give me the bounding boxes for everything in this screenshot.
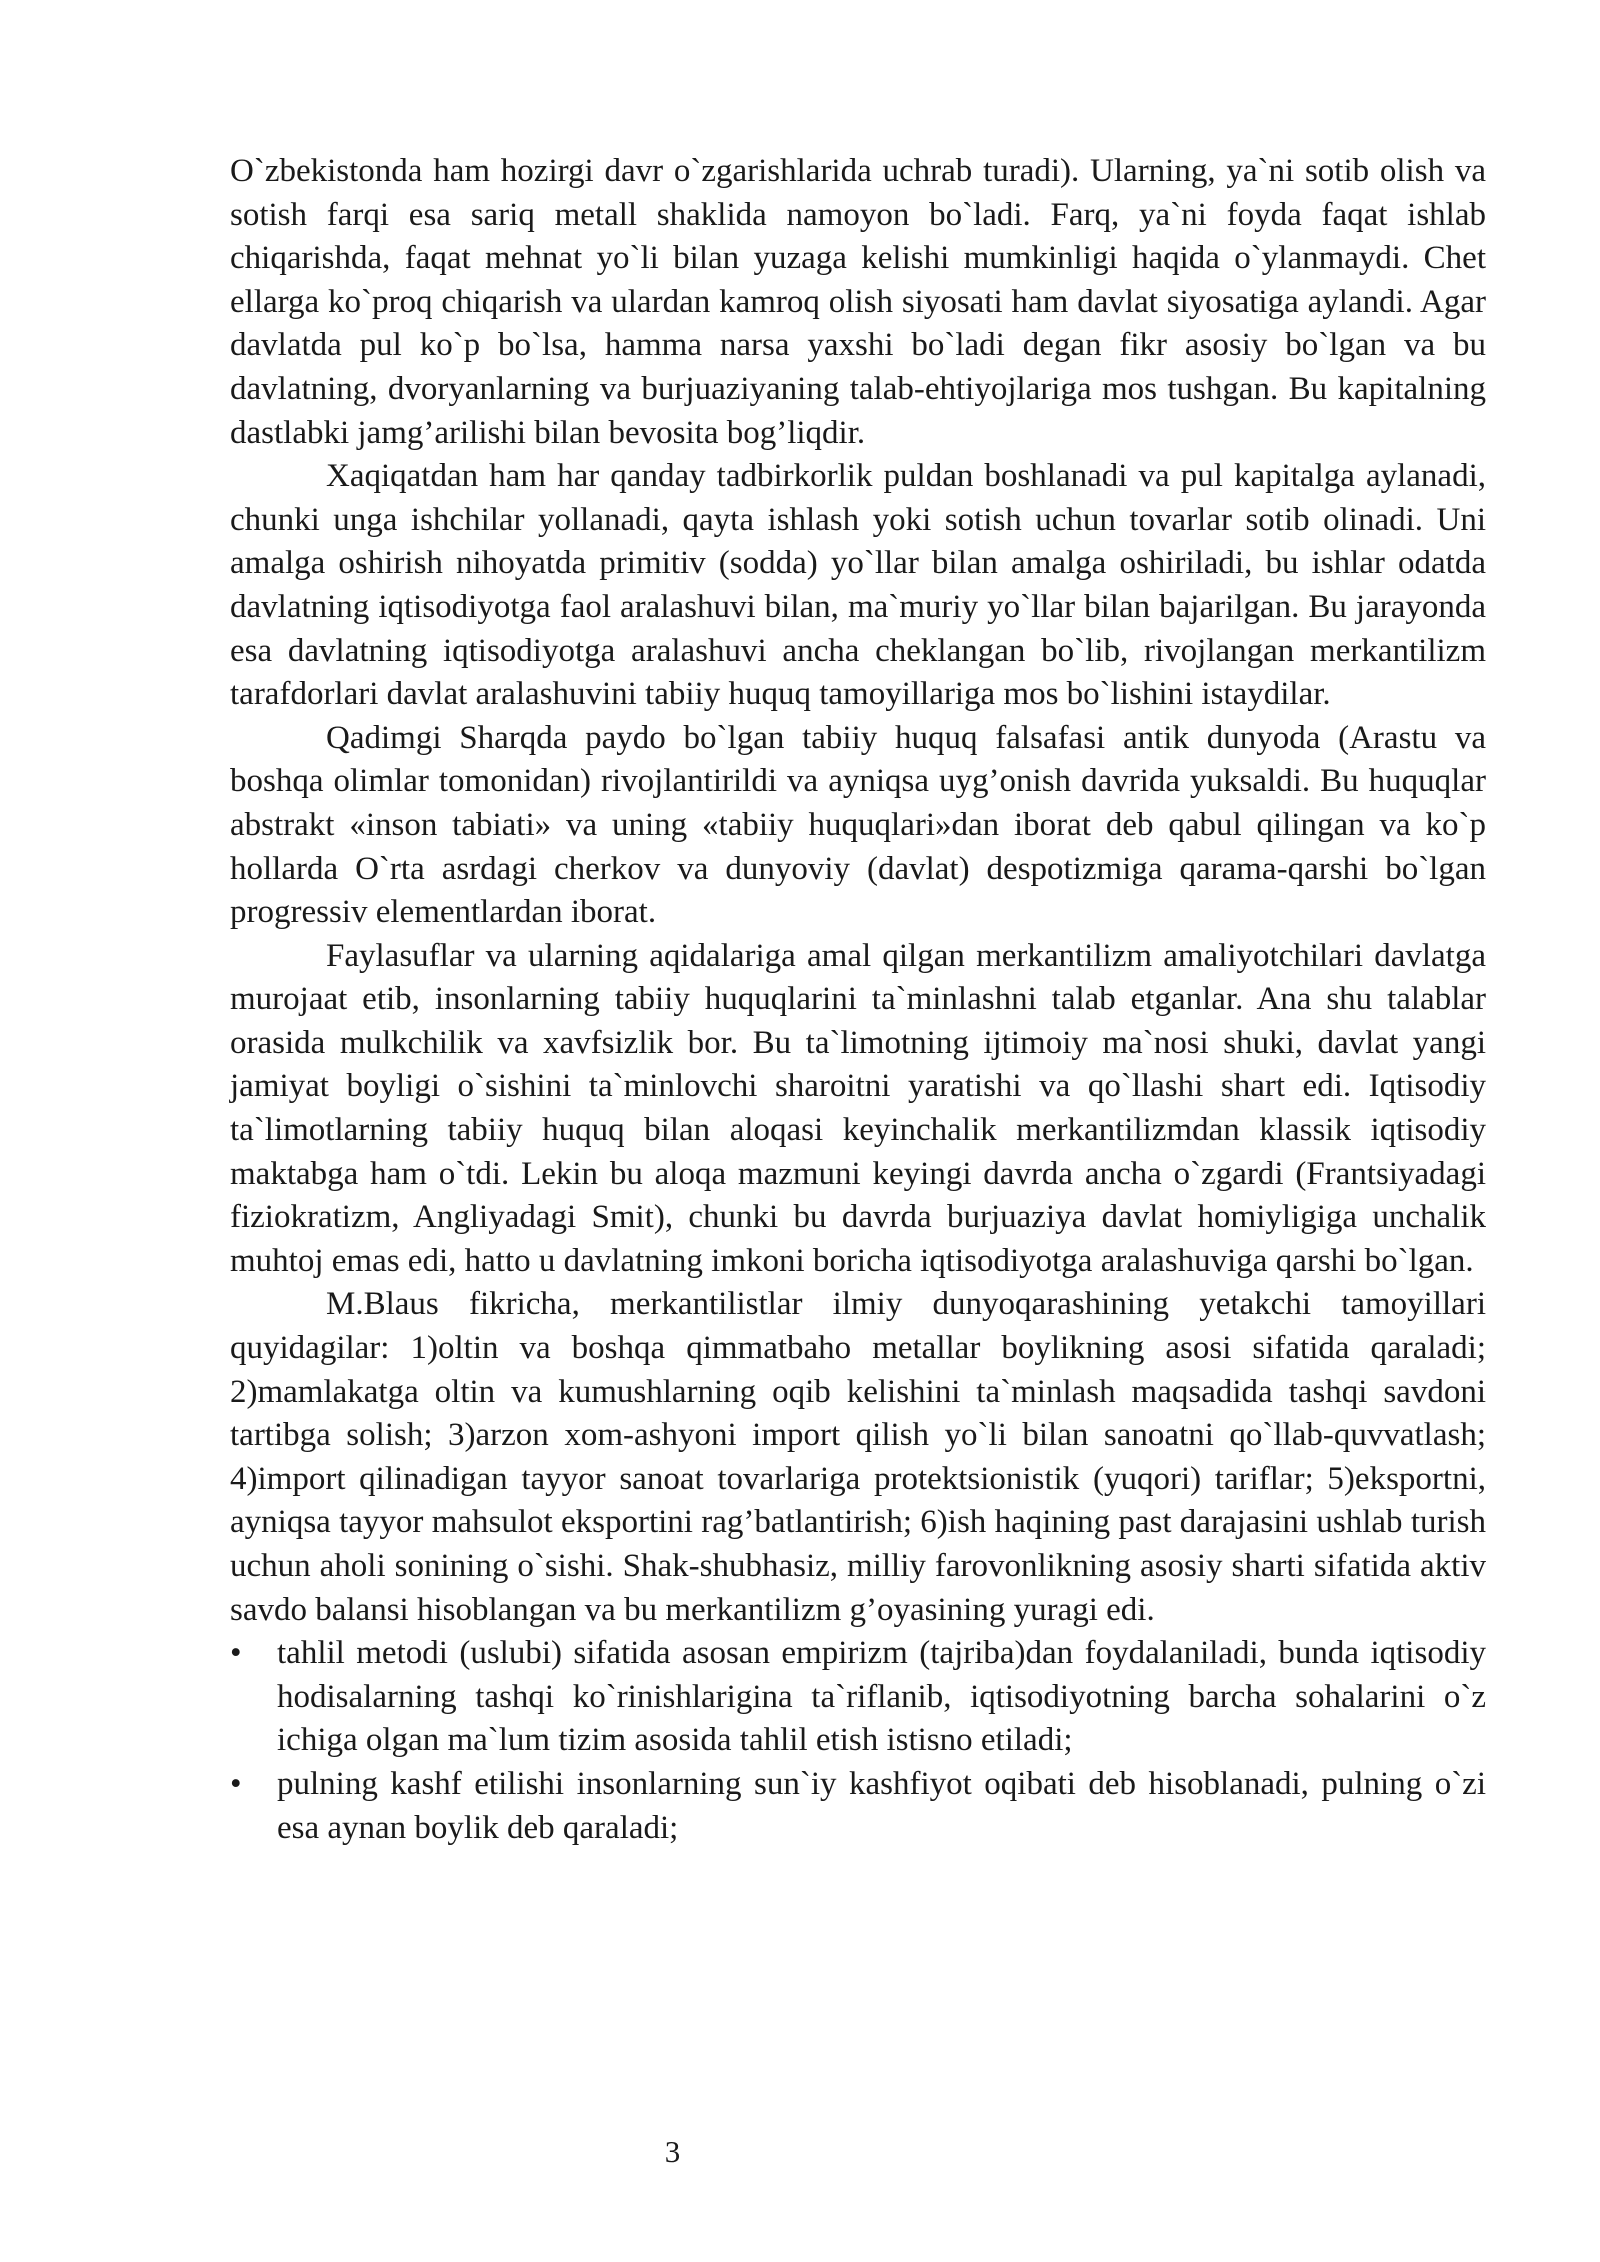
paragraph-continuation: O`zbekistonda ham hozirgi davr o`zgarishlarida uchrab turadi). Ularning, ya`ni sotib olish va sotish farqi esa sariq metall shaklida namoyon bo`ladi. Farq, ya`ni foyda faqat ishlab chiqarishda, faqat mehnat yo`li bilan yuzaga kelishi mumkinligi haqida o`ylanmaydi. Chet ellarga ko`proq chiqarish va ulardan kamroq olish siyosati ham davlat siyosatiga aylandi. Agar davlatda pul ko`p bo`lsa, hamma narsa yaxshi bo`ladi degan fikr asosiy bo`lgan va bu davlatning, dvoryanlarning va burjuaziyaning talab-ehtiyojlariga mos tushgan. Bu kapitalning dastlabki jamg’arilishi bilan bevosita bog’liqdir. [230,153,1486,451]
bullet-icon: • [230,1635,242,1672]
paragraph: M.Blaus fikricha, merkantilistlar ilmiy dunyoqarashining yetakchi tamoyillari quyidagilar: 1)oltin va boshqa qimmatbaho metallar boylikning asosi sifatida qaraladi; 2)mamlakatga oltin va kumushlarning oqib kelishini ta`minlash maqsadida tashqi savdoni tartibga solish; 3)arzon xom-ashyoni import qilish yo`li bilan sanoatni qo`llab-quvvatlash; 4)import qilinadigan tayyor sanoat tovarlariga protektsionistik (yuqori) tariflar; 5)eksportni, ayniqsa tayyor mahsulot eksportini rag’batlantirish; 6)ish haqining past darajasini ushlab turish uchun aholi sonining o`sishi. Shak-shubhasiz, milliy farovonlikning asosiy sharti sifatida aktiv savdo balansi hisoblangan va bu merkantilizm g’oyasining yuragi edi. [230,1286,1486,1628]
bullet-list-item [230,1632,1486,1763]
page-number: 3 [664,2134,681,2169]
bullet-icon: • [230,1765,242,1802]
paragraph: Qadimgi Sharqda paydo bo`lgan tabiiy huquq falsafasi antik dunyoda (Arastu va boshqa olimlar tomonidan) rivojlantirildi va ayniqsa uyg’onish davrida yuksaldi. Bu huquqlar abstrakt «inson tabiati» va uning «tabiiy huquqlari»dan iborat deb qabul qilingan va ko`p hollarda O`rta asrdagi cherkov va dunyoviy (davlat) despotizmiga qarama-qarshi bo`lgan progressiv elementlardan iborat. [230,719,1486,931]
bullet-list [230,1632,1486,1850]
bullet-text: tahlil metodi (uslubi) sifatida asosan empirizm (tajriba)dan foydalaniladi, bunda iqtisodiy hodisalarning tashqi ko`rinishlarigina ta`riflanib, iqtisodiyotning barcha sohalarini o`z ichiga olgan ma`lum tizim asosida tahlil etish istisno etiladi; [277,1635,1486,1759]
bullet-text: pulning kashf etilishi insonlarning sun`iy kashfiyot oqibati deb hisoblanadi, pulning o`zi esa aynan boylik deb qaraladi; [277,1765,1486,1846]
bullet-list-item [230,1763,1486,1850]
document-page [230,150,1486,1850]
paragraph: Faylasuflar va ularning aqidalariga amal qilgan merkantilizm amaliyotchilari davlatga murojaat etib, insonlarning tabiiy huquqlarini ta`minlashni talab etganlar. Ana shu talablar orasida mulkchilik va xavfsizlik bor. Bu ta`limotning ijtimoiy ma`nosi shuki, davlat yangi jamiyat boyligi o`sishini ta`minlovchi sharoitni yaratishi va qo`llashi shart edi. Iqtisodiy ta`limotlarning tabiiy huquq bilan aloqasi keyinchalik merkantilizmdan klassik iqtisodiy maktabga ham o`tdi. Lekin bu aloqa mazmuni keyingi davrda ancha o`zgardi (Frantsiyadagi fiziokratizm, Angliyadagi Smit), chunki bu davrda burjuaziya davlat homiyligiga unchalik muhtoj emas edi, hatto u davlatning imkoni boricha iqtisodiyotga aralashuviga qarshi bo`lgan. [230,937,1486,1279]
paragraph: Xaqiqatdan ham har qanday tadbirkorlik puldan boshlanadi va pul kapitalga aylanadi, chunki unga ishchilar yollanadi, qayta ishlash yoki sotish uchun tovarlar sotib olinadi. Uni amalga oshirish nihoyatda primitiv (sodda) yo`llar bilan amalga oshiriladi, bu ishlar odatda davlatning iqtisodiyotga faol aralashuvi bilan, ma`muriy yo`llar bilan bajarilgan. Bu jarayonda esa davlatning iqtisodiyotga aralashuvi ancha cheklangan bo`lib, rivojlangan merkantilizm tarafdorlari davlat aralashuvini tabiiy huquq tamoyillariga mos bo`lishini istaydilar. [230,458,1486,713]
